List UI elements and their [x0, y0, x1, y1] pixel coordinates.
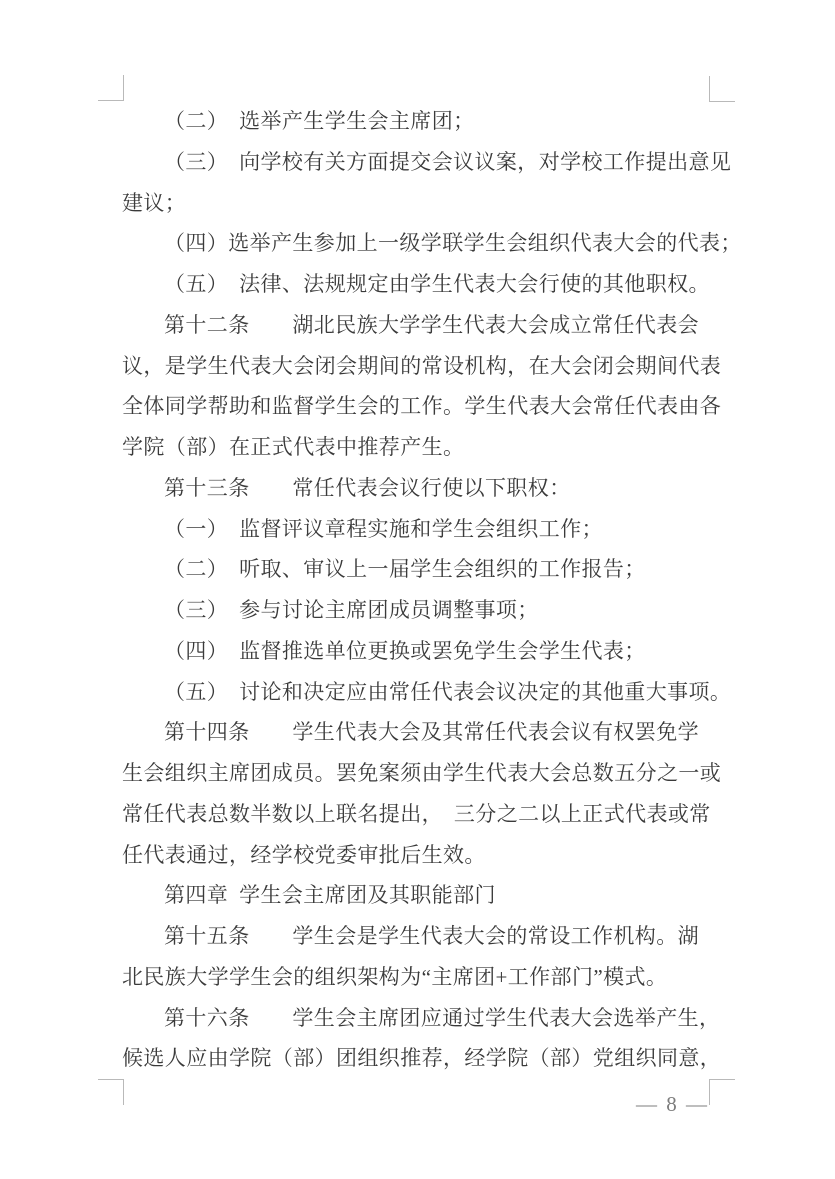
document-line: 议，是学生代表大会闭会期间的常设机构，在大会闭会期间代表	[122, 353, 722, 378]
document-line: 学院（部）在正式代表中推荐产生。	[122, 435, 465, 459]
document-line: （一） 监督评议章程实施和学生会组织工作；	[164, 516, 603, 541]
document-line: 全体同学帮助和监督学生会的工作。学生代表大会常任代表由各	[122, 394, 722, 419]
document-line: 第四章 学生会主席团及其职能部门	[164, 883, 496, 908]
document-line: （五） 讨论和决定应由常任代表会议决定的其他重大事项。	[164, 679, 732, 704]
page-number: — 8 —	[636, 1092, 709, 1116]
document-line: （二） 选举产生学生会主席团；	[164, 109, 475, 133]
document-line: 北民族大学学生会的组织架构为“主席团+工作部门”模式。	[122, 964, 668, 989]
document-line: 常任代表总数半数以上联名提出， 三分之二以上正式代表或常	[122, 801, 711, 826]
document-line: （三） 向学校有关方面提交会议议案，对学校工作提出意见	[164, 149, 732, 174]
text-boundary-mark-top-right	[709, 76, 735, 102]
document-line: 生会组织主席团成员。罢免案须由学生代表大会总数五分之一或	[122, 761, 722, 785]
document-line: 第十五条 学生会是学生代表大会的常设工作机构。湖	[164, 924, 699, 948]
document-line: 第十六条 学生会主席团应通过学生代表大会选举产生，	[164, 1005, 721, 1030]
document-line: （四） 监督推选单位更换或罢免学生会学生代表；	[164, 638, 646, 663]
document-line: （二） 听取、审议上一届学生会组织的工作报告；	[164, 557, 646, 582]
document-line: 任代表通过，经学校党委审批后生效。	[122, 842, 486, 867]
document-line: 第十四条 学生代表大会及其常任代表会议有权罢免学	[164, 720, 699, 745]
document-line: （五） 法律、法规规定由学生代表大会行使的其他职权。	[164, 272, 710, 296]
document-body	[122, 101, 742, 1079]
document-line: （三） 参与讨论主席团成员调整事项；	[164, 598, 539, 622]
text-boundary-mark-bottom-right	[709, 1079, 735, 1105]
document-line: 第十二条 湖北民族大学学生代表大会成立常任代表会	[164, 312, 699, 337]
text-boundary-mark-bottom-left	[98, 1079, 124, 1105]
document-line: （四）选举产生参加上一级学联学生会组织代表大会的代表；	[164, 231, 742, 256]
text-boundary-mark-top-left	[98, 75, 124, 101]
document-line: 建议；	[122, 190, 187, 215]
document-line: 候选人应由学院（部）团组织推荐，经学院（部）党组织同意，	[122, 1046, 722, 1071]
document-line: 第十三条 常任代表会议行使以下职权：	[164, 475, 571, 500]
